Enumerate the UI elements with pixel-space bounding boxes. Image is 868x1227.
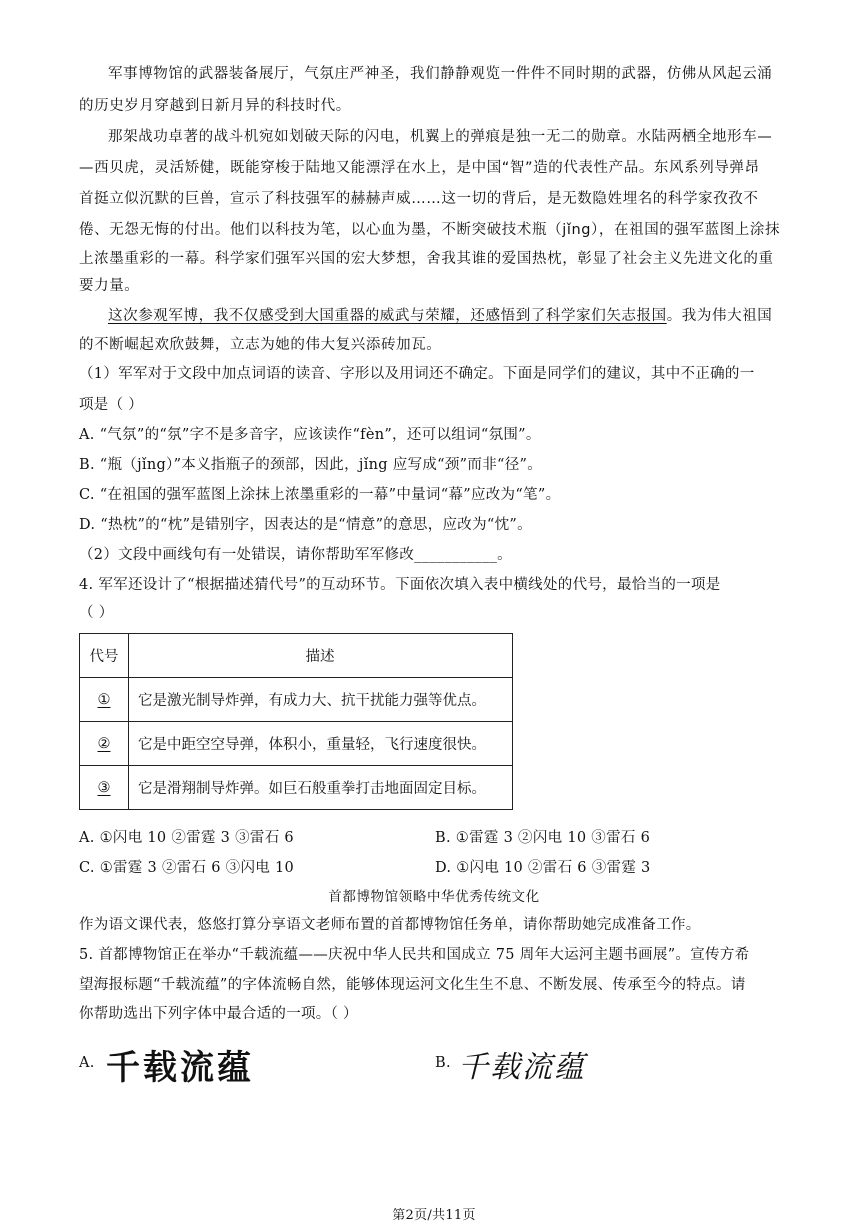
passage-line: 倦、无怨无悔的付出。他们以科技为笔，以心血为墨，不断突破技术瓶（jǐng），在祖国的强军蓝图上涂抹 [79, 222, 781, 238]
section-title: 首都博物馆领略中华优秀传统文化 [328, 889, 540, 905]
table-cell-code: ① [80, 678, 129, 722]
answer-option: C. ①雷霆 3 ②雷石 6 ③闪电 10 [79, 860, 295, 876]
table-cell-code: ③ [80, 766, 129, 810]
table-header: 代号 [80, 634, 129, 678]
table-header-row [80, 634, 513, 678]
table-row [80, 678, 513, 722]
passage-line: 军事博物馆的武器装备展厅，气氛庄严神圣，我们静静观览一件件不同时期的武器，仿佛从风起云涌 [108, 66, 773, 82]
table-row [80, 766, 513, 810]
passage-line: 首挺立似沉默的巨兽，宣示了科技强军的赫赫声威……这一切的背后，是无数隐姓埋名的科学家孜孜不 [79, 191, 759, 207]
option-label: B. [435, 1055, 451, 1071]
question-stem: （ ） [79, 605, 114, 621]
table-cell-description: 它是中距空空导弹，体积小，重量轻，飞行速度很快。 [129, 722, 513, 766]
answer-option: A. “气氛”的“氛”字不是多音字，应该读作“fèn”，还可以组词“氛围”。 [79, 427, 541, 443]
sub-question: （2）文段中画线句有一处错误，请你帮助军军修改___________。 [79, 547, 512, 563]
section-intro: 作为语文课代表，悠悠打算分享语文老师布置的首都博物馆任务单，请你帮助她完成准备工作。 [79, 917, 701, 933]
question-stem: 你帮助选出下列字体中最合适的一项。（ ） [79, 1006, 358, 1022]
table-row [80, 722, 513, 766]
page-footer: 第2页/共11页 [392, 1208, 476, 1223]
question-stem: 5. 首都博物馆正在举办“千载流蕴——庆祝中华人民共和国成立 75 周年大运河主题书画展”。宣传方希 [79, 947, 750, 963]
passage-line: —西贝虎，灵活矫健，既能穿梭于陆地又能漂浮在水上，是中国“智”造的代表性产品。东风系列导弹昂 [79, 160, 760, 176]
table-cell-code: ② [80, 722, 129, 766]
table-cell-description: 它是激光制导炸弹，有成力大、抗干扰能力强等优点。 [129, 678, 513, 722]
passage-line: 要力量。 [79, 278, 140, 294]
answer-option: B. ①雷霆 3 ②闪电 10 ③雷石 6 [435, 830, 651, 846]
font-sample-b: 千载流蕴 [458, 1050, 586, 1085]
font-sample-a: 千载流蕴 [106, 1048, 254, 1088]
passage-line: 的不断崛起欢欣鼓舞，立志为她的伟大复兴添砖加瓦。 [79, 337, 442, 353]
answer-option: B. “瓶（jǐng）”本义指瓶子的颈部，因此，jǐng 应写成“颈”而非“径”。 [79, 457, 543, 473]
question-stem: 项是（ ） [79, 397, 144, 413]
passage-line: 的历史岁月穿越到日新月异的科技时代。 [79, 98, 351, 114]
answer-option: A. ①闪电 10 ②雷霆 3 ③雷石 6 [79, 830, 294, 846]
answer-option: D. “热枕”的“枕”是错别字，因表达的是“情意”的意思，应改为“忱”。 [79, 517, 532, 533]
table-cell-description: 它是滑翔制导炸弹。如巨石般重拳打击地面固定目标。 [129, 766, 513, 810]
passage-line [108, 306, 772, 326]
underlined-sentence: 这次参观军博，我不仅感受到大国重器的威武与荣耀，还感悟到了科学家们矢志报国 [108, 308, 667, 324]
question-stem: （1）军军对于文段中加点词语的读音、字形以及用词还不确定。下面是同学们的建议，其中不正确的一 [79, 366, 755, 382]
answer-option: C. “在祖国的强军蓝图上涂抹上浓墨重彩的一幕”中量词“幕”应改为“笔”。 [79, 487, 561, 503]
code-table [79, 633, 513, 810]
question-stem: 4. 军军还设计了“根据描述猜代号”的互动环节。下面依次填入表中横线处的代号，最恰当的一项是 [79, 577, 721, 593]
answer-option: D. ①闪电 10 ②雷石 6 ③雷霆 3 [435, 860, 651, 876]
passage-line: 那架战功卓著的战斗机宛如划破天际的闪电，机翼上的弹痕是独一无二的勋章。水陆两栖全地形车— [108, 129, 773, 145]
question-stem: 望海报标题“千载流蕴”的字体流畅自然，能够体现运河文化生生不息、不断发展、传承至今的特点。请 [79, 977, 746, 993]
option-label: A. [79, 1055, 95, 1071]
passage-line: 上浓墨重彩的一幕。科学家们强军兴国的宏大梦想，舍我其谁的爱国热枕，彰显了社会主义先进文化的重 [79, 251, 774, 267]
passage-text: 。我为伟大祖国 [666, 308, 773, 324]
table-header: 描述 [129, 634, 513, 678]
